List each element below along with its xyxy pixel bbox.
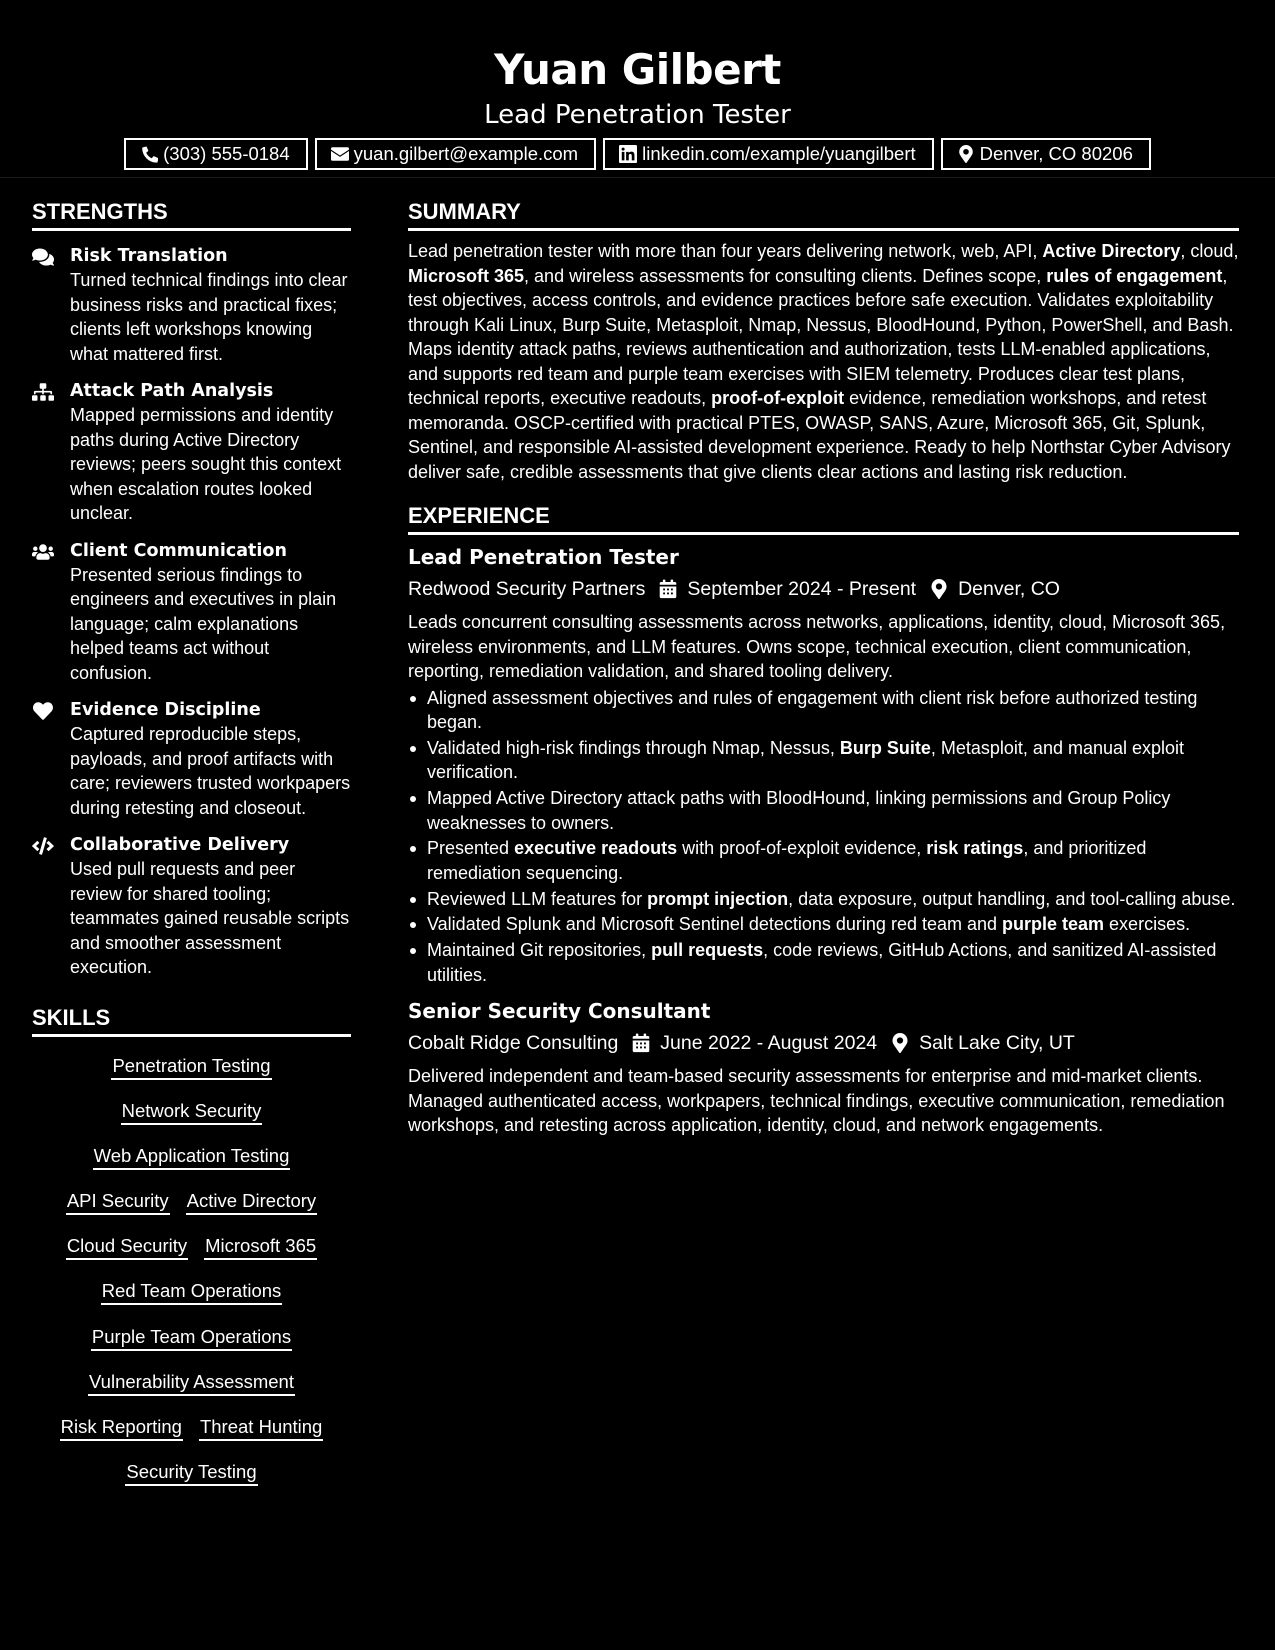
emphasis-text: prompt injection bbox=[647, 888, 789, 909]
job-company: Redwood Security Partners bbox=[408, 578, 646, 600]
text-segment: Reviewed LLM features for bbox=[427, 888, 648, 909]
skill-row bbox=[101, 1270, 283, 1315]
skill-tag: API Security bbox=[66, 1189, 170, 1215]
strength-name: Client Communication bbox=[70, 540, 287, 561]
contact-linkedin-text: linkedin.com/example/yuangilbert bbox=[642, 143, 916, 164]
text-segment: , code reviews, GitHub Actions, and sanitized AI-assisted utilities. bbox=[427, 940, 1217, 985]
summary-heading: SUMMARY bbox=[408, 196, 1239, 231]
contact-location-text: Denver, CO 80206 bbox=[979, 143, 1133, 164]
skill-row bbox=[111, 1045, 271, 1090]
skill-tag: Cloud Security bbox=[66, 1234, 188, 1260]
strength-item bbox=[32, 539, 351, 686]
map-pin-icon bbox=[930, 579, 948, 599]
text-segment: Validated high-risk findings through Nmap, Nessus, bbox=[427, 737, 840, 758]
envelope-icon bbox=[331, 145, 349, 163]
emphasis-text: executive readouts bbox=[514, 838, 678, 859]
emphasis-text: Microsoft 365 bbox=[408, 265, 525, 286]
skill-row bbox=[66, 1180, 317, 1225]
job-location: Salt Lake City, UT bbox=[919, 1032, 1075, 1055]
job-title: Lead Penetration Tester bbox=[408, 545, 679, 569]
text-segment: , test objectives, access controls, and evidence practices before safe execution. Validates exploitability through Kali Linux, Burp Suite, Metasploit, Nmap, Nessus, BloodHound, Python, PowerShell, and Bash. Maps identity attack paths, reviews authentication and authorization, tests LLM-enabled applications, and supports red team and purple team exercises with SIEM telemetry. Produces clear test plans, technical reports, executive readouts, bbox=[408, 265, 1234, 408]
text-segment: with proof-of-exploit evidence, bbox=[677, 838, 927, 859]
map-pin-icon bbox=[957, 145, 975, 163]
candidate-name: Yuan Gilbert bbox=[494, 45, 781, 94]
resume-header bbox=[0, 0, 1275, 178]
right-column bbox=[408, 196, 1239, 1138]
skill-tag: Web Application Testing bbox=[93, 1144, 291, 1170]
sitemap-icon bbox=[32, 382, 54, 402]
strength-item bbox=[32, 379, 351, 526]
users-icon bbox=[32, 542, 54, 562]
text-segment: Validated Splunk and Microsoft Sentinel detections during red team and bbox=[427, 914, 1003, 935]
contact-linkedin[interactable] bbox=[603, 138, 934, 170]
emphasis-text: purple team bbox=[1002, 914, 1105, 935]
strength-desc: Presented serious findings to engineers and executives in plain language; calm explanations helped teams act without confusion. bbox=[70, 564, 337, 683]
skills-list bbox=[32, 1045, 351, 1497]
text-segment: , data exposure, output handling, and tool-calling abuse. bbox=[788, 888, 1236, 909]
skill-row bbox=[121, 1090, 263, 1135]
contact-email[interactable] bbox=[315, 138, 596, 170]
job-bullet bbox=[408, 836, 1239, 885]
skill-tag: Risk Reporting bbox=[60, 1415, 183, 1441]
strength-desc: Captured reproducible steps, payloads, and proof artifacts with care; reviewers trusted workpapers during retesting and closeout. bbox=[70, 724, 351, 818]
candidate-title: Lead Penetration Tester bbox=[484, 100, 791, 130]
contact-phone[interactable] bbox=[124, 138, 308, 170]
job-bullet bbox=[408, 786, 1239, 835]
job-dates: September 2024 - Present bbox=[687, 578, 917, 600]
strength-name: Risk Translation bbox=[70, 246, 228, 266]
skill-tag: Security Testing bbox=[125, 1460, 257, 1486]
job-meta bbox=[408, 1028, 1239, 1058]
strength-desc: Used pull requests and peer review for shared tooling; teammates gained reusable scripts and smoother assessment execution. bbox=[70, 859, 350, 977]
text-segment: Maintained Git repositories, bbox=[427, 940, 652, 961]
strengths-heading: STRENGTHS bbox=[32, 196, 351, 231]
heart-icon bbox=[32, 701, 54, 721]
calendar-icon bbox=[659, 579, 677, 599]
job-bullet bbox=[408, 736, 1239, 785]
strength-name: Evidence Discipline bbox=[70, 700, 261, 720]
text-segment: Mapped Active Directory attack paths with BloodHound, linking permissions and Group Policy weaknesses to owners. bbox=[427, 788, 1171, 833]
emphasis-text: Burp Suite bbox=[839, 737, 931, 758]
emphasis-text: Active Directory bbox=[1042, 241, 1181, 261]
strength-item bbox=[32, 244, 351, 366]
skills-heading: SKILLS bbox=[32, 1002, 351, 1037]
contact-email-text: yuan.gilbert@example.com bbox=[353, 143, 579, 164]
skill-tag: Vulnerability Assessment bbox=[88, 1370, 295, 1396]
experience-heading: EXPERIENCE bbox=[408, 500, 1239, 535]
contact-location[interactable] bbox=[941, 138, 1151, 170]
skill-row bbox=[66, 1225, 317, 1270]
job-bullets bbox=[408, 686, 1239, 988]
skill-tag: Threat Hunting bbox=[199, 1415, 323, 1441]
job-location: Denver, CO bbox=[958, 578, 1060, 600]
emphasis-text: proof-of-exploit bbox=[711, 388, 845, 408]
map-pin-icon bbox=[891, 1033, 909, 1053]
skill-tag: Microsoft 365 bbox=[204, 1234, 317, 1260]
skill-row bbox=[60, 1406, 324, 1451]
summary-text bbox=[408, 239, 1239, 484]
skill-tag: Penetration Testing bbox=[111, 1054, 271, 1080]
phone-icon bbox=[140, 145, 158, 163]
skill-row bbox=[88, 1361, 295, 1406]
skill-tag: Network Security bbox=[121, 1099, 263, 1125]
job-company: Cobalt Ridge Consulting bbox=[408, 1032, 619, 1055]
text-segment: Aligned assessment objectives and rules of engagement with client risk before authorized testing began. bbox=[427, 687, 1198, 732]
text-segment: Presented bbox=[427, 838, 515, 859]
text-segment: , and wireless assessments for consulting clients. Defines scope, bbox=[524, 265, 1047, 286]
job-bullet bbox=[408, 887, 1239, 912]
job-dates: June 2022 - August 2024 bbox=[660, 1032, 878, 1055]
linkedin-icon bbox=[619, 145, 637, 163]
skill-row bbox=[93, 1135, 291, 1180]
strength-name: Collaborative Delivery bbox=[70, 835, 290, 855]
job-title: Senior Security Consultant bbox=[408, 999, 711, 1024]
emphasis-text: rules of engagement bbox=[1046, 265, 1223, 286]
strength-item bbox=[32, 833, 351, 980]
skill-row bbox=[91, 1316, 292, 1361]
text-segment: , Metasploit, and manual exploit verification. bbox=[427, 737, 1185, 783]
contact-phone-text: (303) 555-0184 bbox=[163, 143, 290, 164]
text-segment: exercises. bbox=[1104, 914, 1191, 935]
contact-bar bbox=[0, 138, 1275, 170]
skill-tag: Red Team Operations bbox=[101, 1279, 283, 1305]
job-bullet bbox=[408, 938, 1239, 987]
text-segment: , and prioritized remediation sequencing. bbox=[427, 838, 1147, 883]
job-entry bbox=[408, 997, 1239, 1138]
text-segment: Lead penetration tester with more than four years delivering network, web, API, bbox=[408, 241, 1043, 261]
skill-row bbox=[125, 1451, 257, 1496]
job-bullet bbox=[408, 686, 1239, 735]
calendar-icon bbox=[632, 1033, 650, 1053]
left-column bbox=[32, 196, 351, 1496]
text-segment: evidence, remediation workshops, and retest memoranda. OSCP-certified with practical PTES, OWASP, SANS, Azure, Microsoft 365, Git, Splunk, Sentinel, and responsible AI-assisted development experience. Ready to help Northstar Cyber Advisory deliver safe, credible assessments that give clients clear actions and lasting risk reduction. bbox=[408, 388, 1231, 482]
code-icon bbox=[32, 836, 54, 856]
job-description: Delivered independent and team-based security assessments for enterprise and mid-market clients. Managed authenticated access, workpapers, technical findings, executive communication, remediation workshops, and retesting across application, identity, cloud, and network engagements. bbox=[408, 1066, 1225, 1136]
strength-desc: Mapped permissions and identity paths during Active Directory reviews; peers sought this context when escalation routes looked unclear. bbox=[70, 405, 342, 523]
comments-icon bbox=[32, 247, 54, 267]
job-meta bbox=[408, 574, 1239, 604]
strength-desc: Turned technical findings into clear business risks and practical fixes; clients left workshops knowing what mattered first. bbox=[70, 270, 348, 364]
skill-tag: Purple Team Operations bbox=[91, 1325, 292, 1351]
job-bullet bbox=[408, 912, 1239, 937]
strength-name: Attack Path Analysis bbox=[70, 381, 274, 401]
job-description: Leads concurrent consulting assessments across networks, applications, identity, cloud, Microsoft 365, wireless environments, and LLM features. Owns scope, technical execution, client communication, reporting, remediation validation, and shared tooling delivery. bbox=[408, 612, 1226, 681]
skill-tag: Active Directory bbox=[186, 1189, 318, 1215]
job-entry bbox=[408, 543, 1239, 987]
emphasis-text: risk ratings bbox=[926, 838, 1024, 859]
emphasis-text: pull requests bbox=[651, 940, 764, 961]
text-segment: , cloud, bbox=[1180, 241, 1239, 261]
strength-item bbox=[32, 698, 351, 820]
